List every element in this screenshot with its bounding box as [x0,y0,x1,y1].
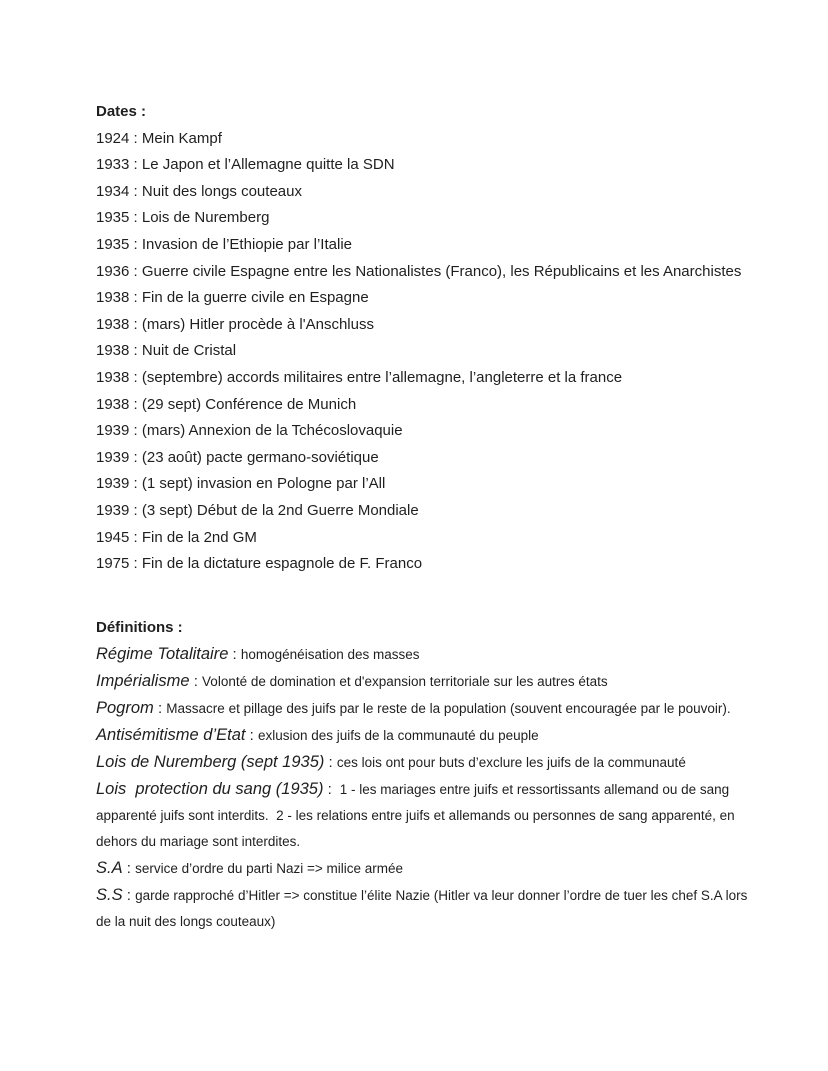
date-line: 1938 : Fin de la guerre civile en Espagne [96,289,369,307]
definition-term: Régime Totalitaire [96,645,229,664]
date-line: 1939 : (mars) Annexion de la Tchécoslovaquie [96,422,403,440]
definition-text: Volonté de domination et d'expansion territoriale sur les autres états [202,674,608,690]
definition-text: service d’ordre du parti Nazi => milice armée [135,861,403,877]
date-line: 1936 : Guerre civile Espagne entre les Nationalistes (Franco), les Républicains et les Anarchistes [96,262,742,280]
date-line: 1938 : (29 sept) Conférence de Munich [96,395,357,413]
definition-separator: : [228,646,241,664]
date-line: 1935 : Invasion de l’Ethiopie par l’Italie [96,235,352,253]
definition-item [96,722,758,749]
date-line: 1939 : (3 sept) Début de la 2nd Guerre Mondiale [96,501,419,519]
date-line: 1935 : Lois de Nuremberg [96,209,270,227]
definition-separator: : [122,860,136,878]
definition-term: S.A [96,859,123,878]
definition-term: S.S [96,886,123,905]
date-line: 1933 : Le Japon et l’Allemagne quitte la SDN [96,156,395,174]
date-line: 1924 : Mein Kampf [96,129,222,147]
document-content [96,99,758,935]
definition-text: ces lois ont pour buts d’exclure les juifs de la communauté [336,755,686,771]
definition-text: 1 - les mariages entre juifs et ressortissants allemand ou de sang apparenté juifs sont interdits. 2 - les relations entre juifs et allemands ou personnes de sang apparenté, en dehors du mariage sont interdites. [96,782,739,850]
date-line: 1938 : (mars) Hitler procède à l'Anschluss [96,315,374,333]
date-line: 1945 : Fin de la 2nd GM [96,528,257,546]
definition-term: Antisémitisme d’Etat [96,726,246,745]
definition-item [96,882,758,935]
definition-term: Impérialisme [96,672,190,691]
date-line: 1934 : Nuit des longs couteaux [96,182,302,200]
definition-separator: : [323,781,336,799]
definition-separator: : [122,887,136,905]
definition-item [96,776,758,855]
definition-term: Lois de Nuremberg (sept 1935) [96,753,325,772]
date-line: 1939 : (1 sept) invasion en Pologne par l’All [96,475,386,493]
definition-text: Massacre et pillage des juifs par le reste de la population (souvent encouragée par le pouvoir). [166,701,731,717]
definition-term: Lois protection du sang (1935) [96,780,324,799]
definitions-section [96,615,758,936]
definition-item [96,668,758,695]
date-line: 1938 : (septembre) accords militaires entre l’allemagne, l’angleterre et la france [96,368,623,386]
definition-item [96,641,758,668]
definitions-heading: Définitions : [96,618,183,636]
definition-text: exlusion des juifs de la communauté du peuple [257,728,539,744]
definition-text: garde rapproché d’Hitler => constitue l’élite Nazie (Hitler va leur donner l’ordre de tuer les chef S.A lors de la nuit des longs couteaux) [96,888,752,930]
date-line: 1939 : (23 août) pacte germano-soviétique [96,448,379,466]
definition-separator: : [245,727,258,745]
definition-term: Pogrom [96,699,154,718]
dates-heading: Dates : [96,103,147,120]
dates-section [96,99,758,578]
definition-item [96,855,758,882]
definition-text: homogénéisation des masses [240,647,420,663]
definition-separator: : [153,700,167,718]
definition-item [96,695,758,722]
date-line: 1938 : Nuit de Cristal [96,342,237,360]
definition-separator: : [324,754,337,772]
date-line: 1975 : Fin de la dictature espagnole de F. Franco [96,555,423,573]
definition-separator: : [189,673,203,691]
definition-item [96,749,758,776]
